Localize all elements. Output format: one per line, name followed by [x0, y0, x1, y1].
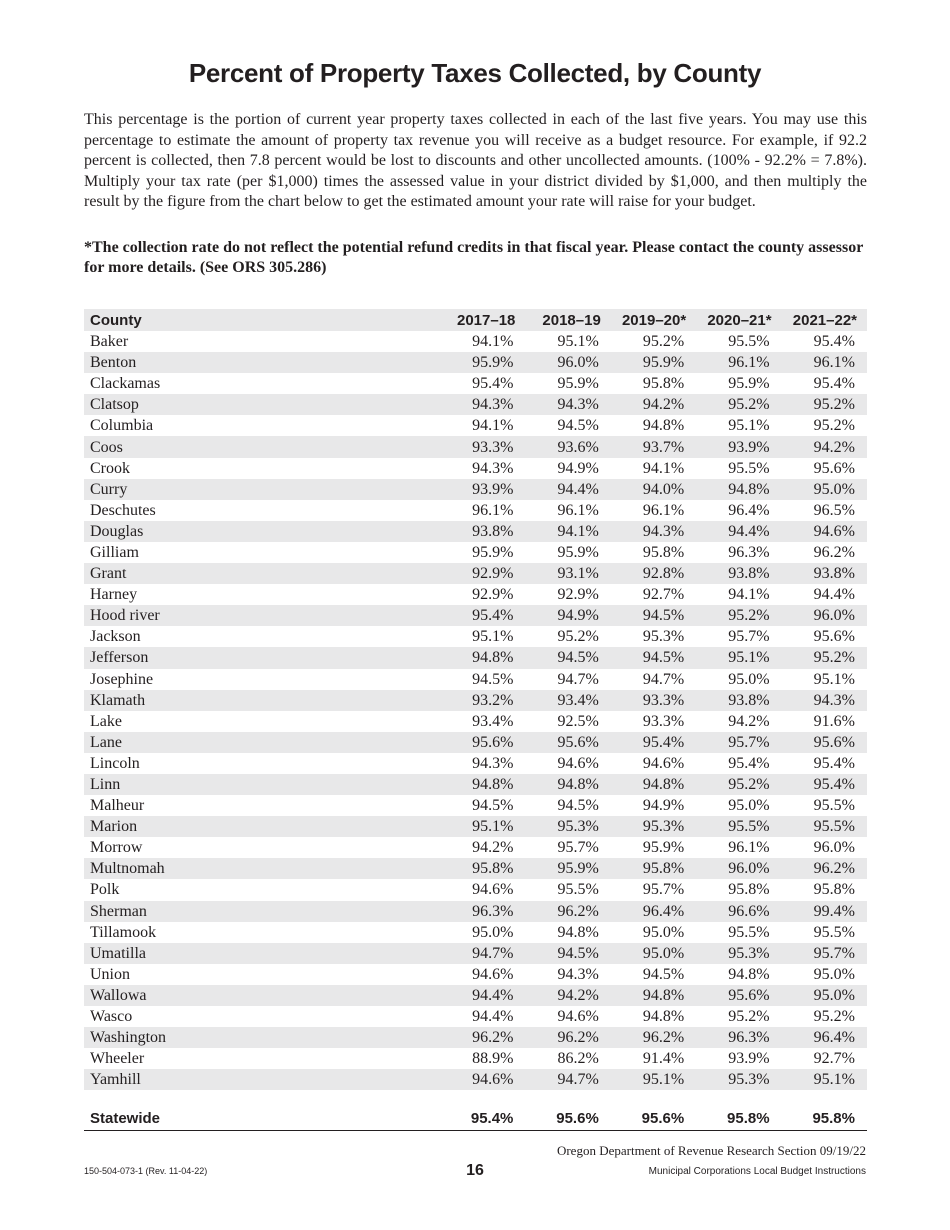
rate-cell-2021-22: 96.2% — [813, 543, 855, 561]
rate-cell-2020-21: 93.9% — [728, 1050, 770, 1068]
rate-cell-2021-22: 96.5% — [813, 501, 855, 519]
table-row — [84, 352, 867, 373]
rate-cell-2017-18: 92.9% — [472, 586, 514, 604]
table-row — [84, 879, 867, 900]
rate-cell-2017-18: 94.4% — [440, 985, 525, 1006]
rate-cell-2020-21: 95.2% — [728, 1008, 770, 1026]
rate-cell-2018-19: 94.6% — [557, 754, 599, 772]
rate-cell-2020-21: 95.2% — [696, 605, 781, 626]
table-row — [84, 774, 867, 795]
rate-cell-2020-21: 96.6% — [696, 901, 781, 922]
rate-cell-2019-20: 95.9% — [642, 839, 685, 857]
county-name-cell: Lincoln — [90, 754, 140, 772]
rate-cell-2019-20: 95.0% — [611, 943, 696, 964]
rate-cell-2019-20: 94.6% — [642, 754, 685, 772]
rate-cell-2018-19: 96.2% — [525, 1027, 610, 1048]
table-row — [84, 1048, 867, 1069]
rate-cell-2021-22: 95.0% — [813, 965, 855, 983]
rate-cell-2021-22: 96.0% — [813, 839, 855, 857]
table-row — [84, 479, 867, 500]
rate-cell-2017-18: 88.9% — [472, 1050, 514, 1068]
county-name-cell: Jefferson — [84, 647, 440, 668]
rate-cell-2021-22: 99.4% — [782, 901, 867, 922]
rate-cell-2018-19: 93.1% — [525, 563, 610, 584]
rate-cell-2021-22: 95.5% — [782, 816, 867, 837]
rate-cell-2017-18: 96.3% — [440, 901, 525, 922]
footer-form-number: 150-504-073-1 (Rev. 11-04-22) — [84, 1166, 208, 1176]
county-name-cell: Sherman — [84, 901, 440, 922]
county-name-cell: Benton — [84, 352, 440, 373]
rate-cell-2017-18: 94.7% — [440, 943, 525, 964]
rate-cell-2019-20: 94.0% — [611, 479, 696, 500]
rate-cell-2018-19: 94.5% — [525, 647, 610, 668]
table-spacer-row — [84, 1090, 867, 1107]
table-row — [84, 584, 867, 605]
rate-cell-2017-18: 94.8% — [440, 647, 525, 668]
rate-cell-2020-21: 95.7% — [696, 732, 781, 753]
table-row — [84, 711, 867, 732]
rate-cell-2018-19: 93.6% — [525, 436, 610, 457]
rate-cell-2020-21: 96.0% — [696, 858, 781, 879]
county-name-cell: Lane — [84, 732, 440, 753]
rate-cell-2021-22: 96.0% — [782, 605, 867, 626]
rate-cell-2019-20: 95.9% — [611, 352, 696, 373]
rate-cell-2019-20: 95.3% — [611, 816, 696, 837]
rate-cell-2019-20: 94.8% — [642, 1008, 685, 1026]
rate-cell-2019-20: 95.8% — [611, 858, 696, 879]
page-title: Percent of Property Taxes Collected, by County — [188, 58, 762, 88]
statewide-2020-21: 95.8% — [696, 1107, 781, 1131]
rate-cell-2018-19: 95.1% — [557, 333, 599, 351]
footer-publication: Municipal Corporations Local Budget Instructions — [648, 1166, 866, 1177]
header-2020-21: 2020–21* — [696, 309, 781, 331]
statewide-row — [84, 1107, 867, 1131]
table-row — [84, 542, 867, 563]
rate-cell-2019-20: 95.0% — [642, 923, 685, 941]
rate-cell-2021-22: 95.5% — [813, 797, 855, 815]
table-row — [84, 901, 867, 922]
county-name-cell: Malheur — [90, 797, 145, 815]
county-name-cell: Umatilla — [84, 943, 440, 964]
county-name-cell: Multnomah — [84, 858, 440, 879]
table-row — [84, 690, 867, 711]
rate-cell-2021-22: 95.4% — [813, 754, 855, 772]
rate-cell-2020-21: 96.3% — [728, 543, 770, 561]
rate-cell-2021-22: 92.7% — [813, 1050, 855, 1068]
rate-cell-2020-21: 95.2% — [696, 394, 781, 415]
county-name-cell: Wasco — [90, 1008, 133, 1026]
rate-cell-2021-22: 93.8% — [782, 563, 867, 584]
rate-cell-2017-18: 94.8% — [440, 774, 525, 795]
rate-cell-2019-20: 94.1% — [642, 459, 685, 477]
rate-cell-2019-20: 94.8% — [642, 417, 685, 435]
rate-cell-2018-19: 94.1% — [525, 521, 610, 542]
rate-cell-2020-21: 94.8% — [696, 479, 781, 500]
statewide-label: Statewide — [84, 1107, 440, 1131]
rate-cell-2017-18: 93.2% — [440, 690, 525, 711]
table-row — [84, 415, 867, 436]
rate-cell-2019-20: 93.3% — [611, 690, 696, 711]
rate-cell-2017-18: 94.3% — [472, 459, 514, 477]
rate-cell-2018-19: 95.5% — [557, 881, 599, 899]
county-name-cell: Union — [90, 965, 130, 983]
rate-cell-2018-19: 94.7% — [557, 670, 599, 688]
rate-cell-2018-19: 92.9% — [557, 586, 599, 604]
rate-cell-2020-21: 93.8% — [696, 690, 781, 711]
table-row — [84, 1069, 867, 1090]
footer-page-number: 16 — [466, 1162, 484, 1179]
rate-cell-2017-18: 95.9% — [472, 543, 514, 561]
county-collection-table — [84, 309, 867, 1131]
rate-cell-2020-21: 95.2% — [696, 774, 781, 795]
rate-cell-2021-22: 96.4% — [782, 1027, 867, 1048]
table-row — [84, 373, 867, 394]
rate-cell-2017-18: 94.5% — [472, 670, 514, 688]
county-name-cell: Washington — [84, 1027, 440, 1048]
rate-cell-2020-21: 95.0% — [728, 670, 770, 688]
rate-cell-2019-20: 95.8% — [642, 375, 685, 393]
table-row — [84, 985, 867, 1006]
rate-cell-2017-18: 94.4% — [472, 1008, 514, 1026]
rate-cell-2020-21: 96.1% — [696, 352, 781, 373]
rate-cell-2019-20: 94.3% — [611, 521, 696, 542]
rate-cell-2019-20: 91.4% — [642, 1050, 685, 1068]
county-name-cell: Polk — [90, 881, 120, 899]
county-name-cell: Harney — [90, 586, 138, 604]
county-name-cell: Curry — [84, 479, 440, 500]
rate-cell-2021-22: 94.6% — [782, 521, 867, 542]
rate-cell-2018-19: 94.2% — [525, 985, 610, 1006]
county-name-cell: Baker — [90, 333, 129, 351]
rate-cell-2020-21: 96.4% — [728, 501, 770, 519]
rate-cell-2017-18: 95.4% — [440, 605, 525, 626]
source-credit: Oregon Department of Revenue Research Section 09/19/22 — [556, 1143, 866, 1158]
rate-cell-2021-22: 96.1% — [782, 352, 867, 373]
rate-cell-2020-21: 95.3% — [696, 1069, 781, 1090]
county-name-cell: Yamhill — [84, 1069, 440, 1090]
rate-cell-2017-18: 95.9% — [440, 352, 525, 373]
rate-cell-2017-18: 95.4% — [472, 375, 514, 393]
intro-paragraph: This percentage is the portion of current year property taxes collected in each of the last five years. You may use this percentage to estimate the amount of property tax revenue you will receive as a budget resource. For example, if 92.2 percent is collected, then 7.8 percent would be lost to discounts and other uncollected amounts. (100% - 92.2% = 7.8%). Multiply your tax rate (per $1,000) times the assessed value in your district divided by $1,000, and then multiply the result by the figure from the chart below to get the estimated amount your rate will raise for your budget. — [84, 111, 867, 210]
table-row — [84, 943, 867, 964]
table-row — [84, 521, 867, 542]
county-name-cell: Grant — [84, 563, 440, 584]
rate-cell-2019-20: 96.2% — [611, 1027, 696, 1048]
rate-cell-2019-20: 96.4% — [611, 901, 696, 922]
rate-cell-2021-22: 95.2% — [813, 1008, 855, 1026]
rate-cell-2021-22: 95.1% — [813, 670, 855, 688]
statewide-2021-22: 95.8% — [782, 1107, 867, 1131]
rate-cell-2020-21: 95.1% — [728, 417, 770, 435]
statewide-2019-20: 95.6% — [611, 1107, 696, 1131]
rate-cell-2020-21: 95.8% — [728, 881, 770, 899]
rate-cell-2020-21: 95.4% — [728, 754, 770, 772]
rate-cell-2020-21: 93.8% — [696, 563, 781, 584]
table-row — [84, 669, 867, 690]
rate-cell-2018-19: 95.6% — [525, 732, 610, 753]
rate-cell-2018-19: 94.9% — [525, 605, 610, 626]
table-row — [84, 795, 867, 816]
county-name-cell: Douglas — [84, 521, 440, 542]
rate-cell-2021-22: 95.4% — [813, 333, 855, 351]
rate-cell-2021-22: 94.4% — [813, 586, 855, 604]
table-row — [84, 500, 867, 521]
rate-cell-2019-20: 94.8% — [611, 774, 696, 795]
statewide-2017-18: 95.4% — [440, 1107, 525, 1131]
rate-cell-2021-22: 95.4% — [813, 375, 855, 393]
rate-cell-2021-22: 95.7% — [782, 943, 867, 964]
rate-cell-2021-22: 91.6% — [813, 712, 855, 730]
rate-cell-2019-20: 95.3% — [642, 628, 685, 646]
county-name-cell: Columbia — [90, 417, 154, 435]
rate-cell-2017-18: 94.6% — [440, 1069, 525, 1090]
county-name-cell: Lake — [90, 712, 122, 730]
rate-cell-2021-22: 95.4% — [782, 774, 867, 795]
county-name-cell: Linn — [84, 774, 440, 795]
rate-cell-2018-19: 95.9% — [557, 375, 599, 393]
rate-cell-2019-20: 94.9% — [642, 797, 685, 815]
rate-cell-2017-18: 94.6% — [472, 881, 514, 899]
rate-cell-2017-18: 93.3% — [440, 436, 525, 457]
rate-cell-2018-19: 94.3% — [557, 965, 599, 983]
rate-cell-2019-20: 92.7% — [642, 586, 685, 604]
rate-cell-2017-18: 92.9% — [440, 563, 525, 584]
rate-cell-2019-20: 94.5% — [642, 965, 685, 983]
table-header-row — [84, 309, 867, 331]
rate-cell-2019-20: 96.1% — [642, 501, 685, 519]
rate-cell-2020-21: 95.5% — [696, 816, 781, 837]
rate-cell-2017-18: 93.4% — [472, 712, 514, 730]
rate-cell-2018-19: 94.9% — [557, 459, 599, 477]
rate-cell-2021-22: 96.2% — [782, 858, 867, 879]
header-2021-22: 2021–22* — [782, 309, 867, 331]
county-name-cell: Coos — [84, 436, 440, 457]
table-row — [84, 563, 867, 584]
rate-cell-2021-22: 95.6% — [813, 628, 855, 646]
rate-cell-2018-19: 94.5% — [525, 943, 610, 964]
table-row — [84, 732, 867, 753]
rate-cell-2018-19: 96.0% — [525, 352, 610, 373]
rate-cell-2021-22: 95.6% — [813, 459, 855, 477]
rate-cell-2020-21: 94.4% — [696, 521, 781, 542]
county-name-cell: Clatsop — [84, 394, 440, 415]
rate-cell-2020-21: 94.1% — [728, 586, 770, 604]
rate-cell-2021-22: 95.2% — [782, 647, 867, 668]
table-row — [84, 837, 867, 858]
county-name-cell: Deschutes — [90, 501, 156, 519]
table-row — [84, 922, 867, 943]
table-row — [84, 331, 867, 352]
county-name-cell: Clackamas — [90, 375, 161, 393]
rate-cell-2018-19: 95.9% — [525, 858, 610, 879]
rate-cell-2017-18: 95.6% — [440, 732, 525, 753]
rate-cell-2019-20: 94.5% — [611, 605, 696, 626]
rate-cell-2020-21: 95.5% — [728, 333, 770, 351]
county-name-cell: Hood river — [84, 605, 440, 626]
rate-cell-2017-18: 95.0% — [472, 923, 514, 941]
rate-cell-2020-21: 96.1% — [728, 839, 770, 857]
rate-cell-2018-19: 86.2% — [557, 1050, 599, 1068]
rate-cell-2018-19: 94.8% — [557, 923, 599, 941]
rate-cell-2019-20: 95.7% — [642, 881, 685, 899]
rate-cell-2017-18: 96.2% — [440, 1027, 525, 1048]
rate-cell-2020-21: 93.9% — [696, 436, 781, 457]
county-name-cell: Crook — [90, 459, 130, 477]
county-name-cell: Jackson — [90, 628, 141, 646]
rate-cell-2021-22: 95.0% — [782, 985, 867, 1006]
rate-cell-2019-20: 95.1% — [611, 1069, 696, 1090]
rate-cell-2018-19: 94.4% — [525, 479, 610, 500]
county-name-cell: Wheeler — [90, 1050, 145, 1068]
rate-cell-2018-19: 95.3% — [525, 816, 610, 837]
rate-cell-2021-22: 95.0% — [782, 479, 867, 500]
county-name-cell: Marion — [84, 816, 440, 837]
rate-cell-2018-19: 94.3% — [525, 394, 610, 415]
rate-cell-2018-19: 95.9% — [557, 543, 599, 561]
rate-cell-2020-21: 94.2% — [728, 712, 770, 730]
rate-cell-2021-22: 95.5% — [813, 923, 855, 941]
header-2018-19: 2018–19 — [525, 309, 610, 331]
rate-cell-2017-18: 94.6% — [472, 965, 514, 983]
rate-cell-2020-21: 95.5% — [728, 923, 770, 941]
rate-cell-2018-19: 96.2% — [525, 901, 610, 922]
rate-cell-2017-18: 93.9% — [440, 479, 525, 500]
rate-cell-2017-18: 95.1% — [472, 628, 514, 646]
rate-cell-2021-22: 94.2% — [782, 436, 867, 457]
county-name-cell: Wallowa — [84, 985, 440, 1006]
table-row — [84, 753, 867, 774]
rate-cell-2017-18: 94.5% — [472, 797, 514, 815]
rate-cell-2018-19: 94.8% — [525, 774, 610, 795]
rate-cell-2019-20: 94.7% — [642, 670, 685, 688]
rate-cell-2017-18: 94.3% — [440, 394, 525, 415]
table-row — [84, 1006, 867, 1027]
rate-cell-2019-20: 93.3% — [642, 712, 685, 730]
rate-cell-2018-19: 94.7% — [525, 1069, 610, 1090]
county-name-cell: Klamath — [84, 690, 440, 711]
statewide-2018-19: 95.6% — [525, 1107, 610, 1131]
header-2019-20: 2019–20* — [611, 309, 696, 331]
rate-cell-2018-19: 94.5% — [557, 797, 599, 815]
rate-cell-2019-20: 95.8% — [642, 543, 685, 561]
table-row — [84, 647, 867, 668]
rate-cell-2017-18: 94.1% — [472, 417, 514, 435]
rate-cell-2018-19: 94.6% — [557, 1008, 599, 1026]
rate-cell-2020-21: 94.8% — [728, 965, 770, 983]
header-county: County — [84, 309, 440, 331]
rate-cell-2021-22: 95.2% — [782, 394, 867, 415]
table-row — [84, 1027, 867, 1048]
rate-cell-2020-21: 95.3% — [696, 943, 781, 964]
rate-cell-2019-20: 95.4% — [611, 732, 696, 753]
rate-cell-2018-19: 96.1% — [557, 501, 599, 519]
county-name-cell: Gilliam — [90, 543, 139, 561]
table-row — [84, 436, 867, 457]
rate-cell-2017-18: 94.1% — [472, 333, 514, 351]
rate-cell-2017-18: 94.3% — [472, 754, 514, 772]
rate-cell-2021-22: 94.3% — [782, 690, 867, 711]
rate-cell-2018-19: 95.7% — [557, 839, 599, 857]
table-row — [84, 816, 867, 837]
rate-cell-2019-20: 94.8% — [611, 985, 696, 1006]
rate-cell-2018-19: 94.5% — [557, 417, 599, 435]
rate-cell-2020-21: 96.3% — [696, 1027, 781, 1048]
county-name-cell: Josephine — [90, 670, 154, 688]
rate-cell-2019-20: 95.2% — [642, 333, 685, 351]
rate-cell-2021-22: 95.6% — [782, 732, 867, 753]
rate-cell-2018-19: 93.4% — [525, 690, 610, 711]
rate-cell-2020-21: 95.1% — [696, 647, 781, 668]
table-row — [84, 458, 867, 479]
rate-cell-2017-18: 96.1% — [472, 501, 514, 519]
rate-cell-2018-19: 92.5% — [557, 712, 599, 730]
county-table-body — [84, 331, 867, 1090]
rate-cell-2021-22: 95.1% — [782, 1069, 867, 1090]
table-row — [84, 605, 867, 626]
rate-cell-2021-22: 95.2% — [813, 417, 855, 435]
rate-cell-2020-21: 95.7% — [728, 628, 770, 646]
rate-cell-2020-21: 95.9% — [728, 375, 770, 393]
table-row — [84, 394, 867, 415]
table-row — [84, 858, 867, 879]
rate-cell-2019-20: 92.8% — [611, 563, 696, 584]
rate-cell-2018-19: 95.2% — [557, 628, 599, 646]
rate-cell-2017-18: 95.1% — [440, 816, 525, 837]
rate-cell-2021-22: 95.8% — [813, 881, 855, 899]
county-name-cell: Morrow — [90, 839, 143, 857]
table-row — [84, 964, 867, 985]
county-name-cell: Tillamook — [90, 923, 157, 941]
collection-rate-note: *The collection rate do not reflect the potential refund credits in that fiscal year. Please contact the county assessor for more details. (See ORS 305.286) — [84, 239, 863, 276]
rate-cell-2020-21: 95.5% — [728, 459, 770, 477]
rate-cell-2017-18: 93.8% — [440, 521, 525, 542]
rate-cell-2020-21: 95.6% — [696, 985, 781, 1006]
rate-cell-2017-18: 95.8% — [440, 858, 525, 879]
rate-cell-2017-18: 94.2% — [472, 839, 514, 857]
rate-cell-2019-20: 94.2% — [611, 394, 696, 415]
header-2017-18: 2017–18 — [440, 309, 525, 331]
rate-cell-2019-20: 93.7% — [611, 436, 696, 457]
table-row — [84, 626, 867, 647]
rate-cell-2019-20: 94.5% — [611, 647, 696, 668]
rate-cell-2020-21: 95.0% — [728, 797, 770, 815]
